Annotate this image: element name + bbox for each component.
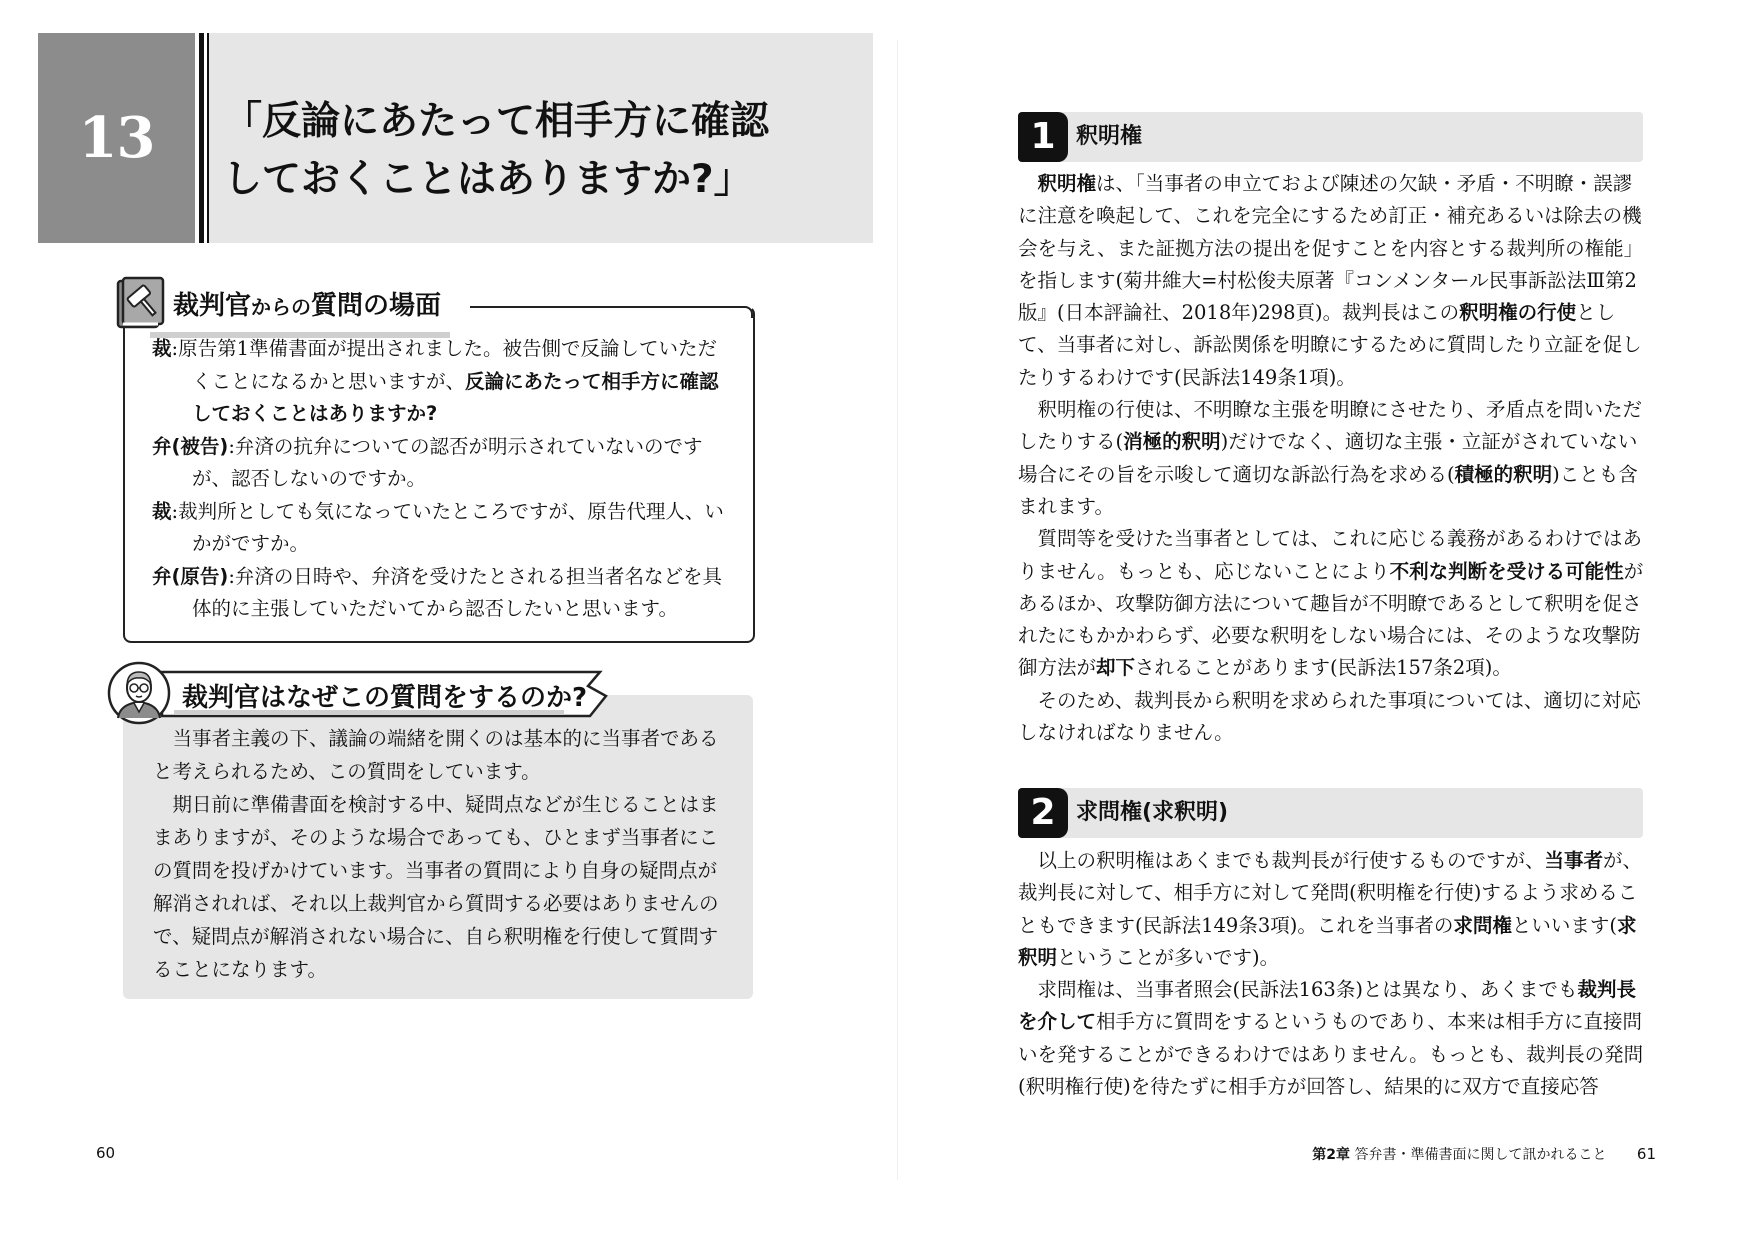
speaker-plaintiff-lawyer: 弁(原告)	[152, 564, 229, 588]
reason-paragraph-1: 当事者主義の下、議論の端緒を開くのは基本的に当事者であると考えられるため、この質問をしています。	[153, 727, 719, 783]
scene-title: 裁判官からの質問の場面	[173, 291, 442, 321]
running-footer	[1300, 1144, 1656, 1164]
dialogue-list	[152, 333, 732, 626]
book-gavel-icon	[115, 275, 167, 331]
section-1-paragraph: 釈明権は、「当事者の申立ておよび陳述の欠缺・矛盾・不明瞭・誤謬に注意を喚起して、これを完全にするため訂正・補充あるいは除去の機会を与え、また証拠方法の提出を促すことを内容とする裁判所の権能」を指します(菊井維大=村松俊夫原著『コンメンタール民事訴訟法Ⅲ第2版』(日本評論社、2018年)298頁)。裁判長はこの釈明権の行使として、当事者に対し、訴訟関係を明瞭にするために質問したり立証を促したりするわけです(民訴法149条1項)。	[1018, 172, 1644, 389]
section-2-paragraph: 求問権は、当事者照会(民訴法163条)とは異なり、あくまでも裁判長を介して相手方に質問をするというものであり、本来は相手方に直接問いを発することができるわけではありません。もっとも、裁判長の発問(釈明権行使)を待たずに相手方が回答し、結果的に双方で直接応答	[1018, 978, 1644, 1099]
section-1-paragraph: 質問等を受けた当事者としては、これに応じる義務があるわけではありません。もっとも、応じないことにより不利な判断を受ける可能性があるほか、攻撃防御方法について趣旨が不明瞭であるとして釈明を促されたにもかかわらず、必要な釈明をしない場合には、そのような攻撃防御方法が却下されることがあります(民訴法157条2項)。	[1018, 527, 1644, 680]
chapter-title-line2: しておくことはありますか?」	[223, 157, 753, 202]
dialogue-line-1: 裁:原告第1準備書面が提出されました。被告側で反論していただくことになるかと思いますが、反論にあたって相手方に確認しておくことはありますか?	[152, 337, 719, 425]
section-1-number: 1	[1018, 112, 1068, 162]
reason-paragraph-2: 期日前に準備書面を検討する中、疑問点などが生じることはままありますが、そのような場合であっても、ひとまず当事者にこの質問を投げかけています。当事者の質問により自身の疑問点が解消されれば、それ以上裁判官から質問する必要はありませんので、疑問点が解消されない場合に、自ら釈明権を行使して質問することになります。	[153, 793, 719, 981]
section-1-paragraph: 釈明権の行使は、不明瞭な主張を明瞭にさせたり、矛盾点を問いただしたりする(消極的釈明)だけでなく、適切な主張・立証がされていない場合にその旨を示唆して適切な訴訟行為を求める(積極的釈明)ことも含まれます。	[1018, 398, 1643, 518]
section-2-paragraph: 以上の釈明権はあくまでも裁判長が行使するものですが、当事者が、裁判長に対して、相手方に対して発問(釈明権を行使)するよう求めることもできます(民訴法149条3項)。これを当事者の求問権といいます(求釈明ということが多いです)。	[1018, 849, 1643, 969]
scene-box-border	[470, 306, 753, 318]
section-1-body	[1018, 168, 1644, 749]
reason-title: 裁判官はなぜこの質問をするのか?	[182, 683, 588, 713]
chapter-title	[223, 93, 863, 209]
section-2-title: 求問権(求釈明)	[1076, 800, 1229, 825]
dialogue-line-3: 裁:裁判所としても気になっていたところですが、原告代理人、いかがですか。	[152, 499, 724, 555]
page-number-left: 60	[96, 1144, 116, 1162]
section-1-paragraph: そのため、裁判長から釈明を求められた事項については、適切に対応しなければなりません。	[1018, 688, 1641, 745]
section-1-title: 釈明権	[1076, 124, 1143, 149]
speaker-judge: 裁	[152, 337, 172, 360]
section-2-body	[1018, 845, 1644, 1103]
section-1-heading	[1018, 112, 1643, 162]
section-2-number: 2	[1018, 788, 1068, 838]
chapter-title-line1: 「反論にあたって相手方に確認	[223, 99, 770, 144]
footer-chapter-label: 第2章	[1312, 1147, 1350, 1163]
dialogue-line-4: 弁(原告):弁済の日時や、弁済を受けたとされる担当者名などを具体的に主張していただいてから認否したいと思います。	[152, 564, 723, 620]
chapter-number: 13	[78, 105, 155, 171]
speaker-judge: 裁	[152, 499, 172, 523]
dialogue-line-2: 弁(被告):弁済の抗弁についての認否が明示されていないのですが、認否しないのですか。	[152, 434, 703, 490]
chapter-header	[38, 33, 873, 243]
section-2-heading	[1018, 788, 1643, 838]
page-number-right: 61	[1636, 1145, 1656, 1163]
reason-body	[153, 722, 730, 986]
page-gutter	[897, 40, 898, 1180]
key-question: 反論にあたって相手方に確認しておくことはありますか?	[192, 369, 719, 425]
footer-chapter-title: 答弁書・準備書面に関して訊かれること	[1354, 1147, 1607, 1163]
judge-avatar-icon	[106, 660, 172, 726]
chapter-number-box	[38, 33, 195, 243]
speaker-defendant-lawyer: 弁(被告)	[152, 434, 229, 458]
